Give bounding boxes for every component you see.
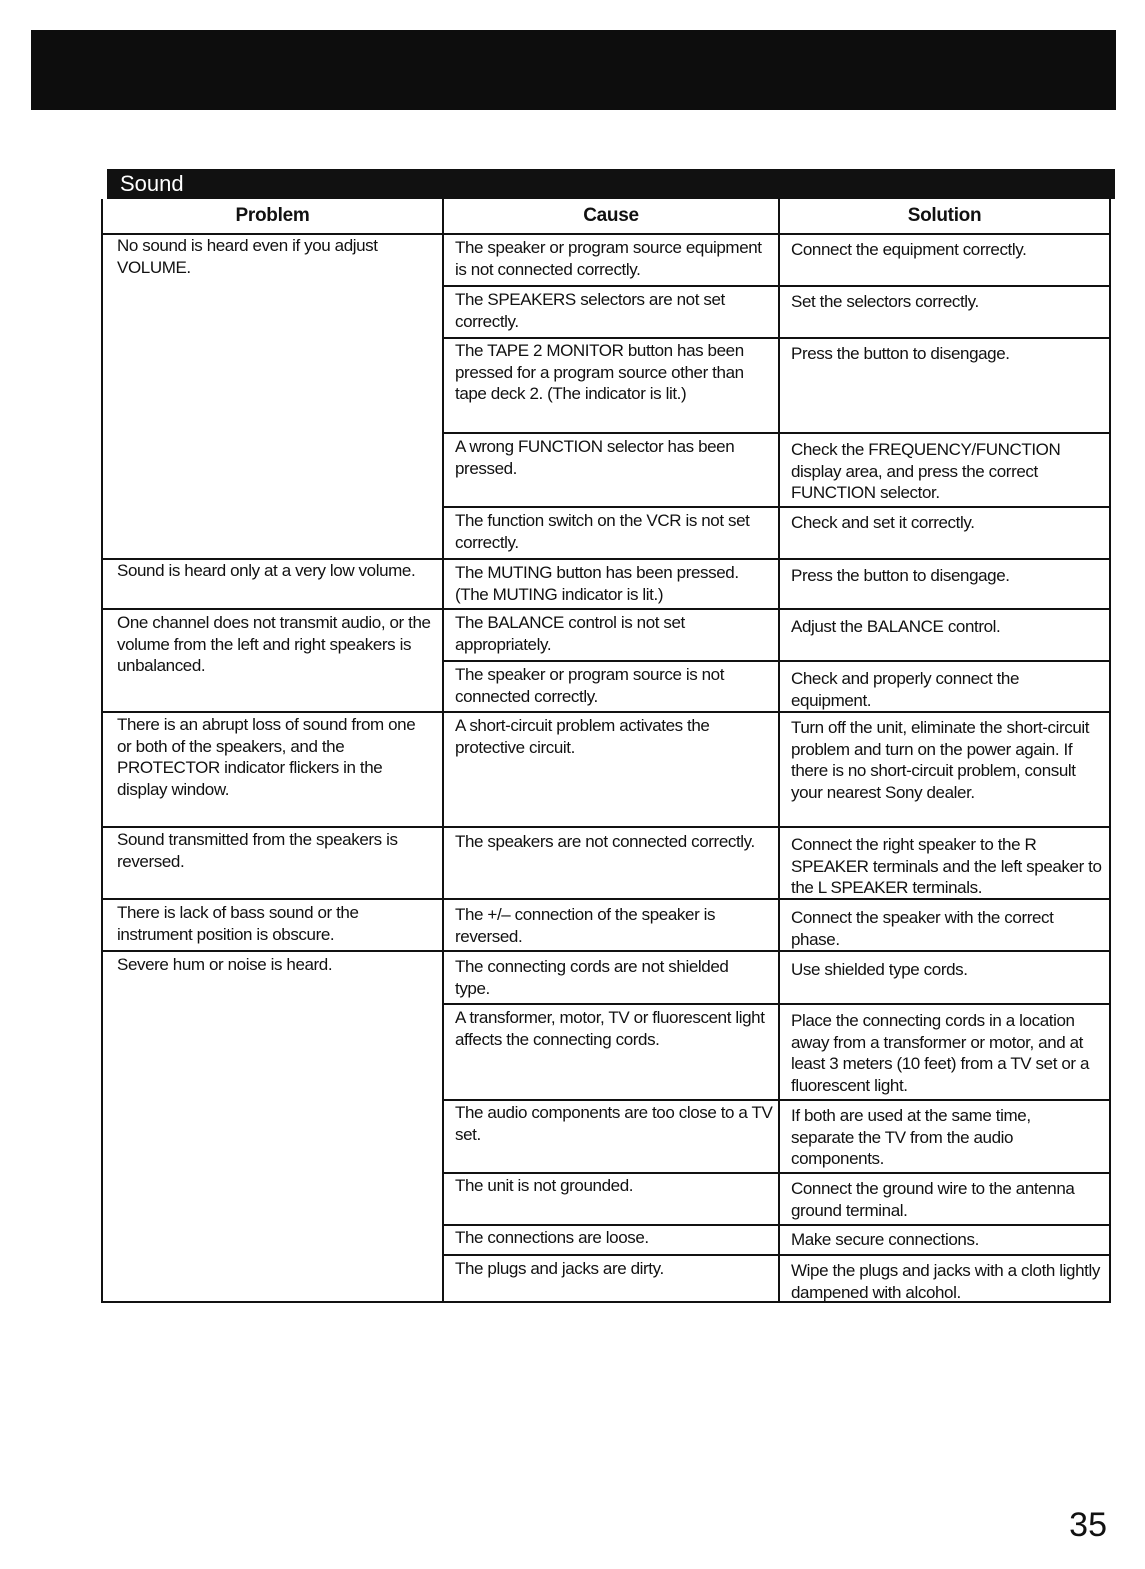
solution-cell: Use shielded type cords. [791,960,968,979]
problem-cell: One channel does not transmit audio, or the volume from the left and right speakers is unbalanced. [117,613,431,675]
cause-cell: The plugs and jacks are dirty. [455,1259,664,1278]
column-divider [442,199,444,1303]
row-divider [442,660,1111,662]
cause-cell: The speakers are not connected correctly. [455,832,755,851]
row-divider [442,1254,1111,1256]
row-divider [101,826,1111,828]
cause-cell: The connecting cords are not shielded type. [455,957,729,998]
row-divider [101,608,1111,610]
cause-cell: The unit is not grounded. [455,1176,634,1195]
solution-cell: Connect the speaker with the correct phase. [791,908,1054,949]
cause-cell: The audio components are too close to a TV set. [455,1103,773,1144]
cause-cell: The function switch on the VCR is not set correctly. [455,511,750,552]
page-number: 35 [1069,1506,1107,1544]
solution-cell: Make secure connections. [791,1230,979,1249]
top-banner [31,30,1116,110]
cause-cell: The speaker or program source is not connected correctly. [455,665,725,706]
cause-cell: The connections are loose. [455,1228,649,1247]
row-divider [101,950,1111,952]
problem-cell: Sound transmitted from the speakers is reversed. [117,830,398,871]
row-divider [442,1003,1111,1005]
solution-cell: Place the connecting cords in a location away from a transformer or motor, and at least 3 meters (10 feet) from a TV set or a fluorescent light. [791,1011,1090,1095]
solution-cell: Turn off the unit, eliminate the short-circuit problem and turn on the power again. If there is no short-circuit problem, consult your nearest Sony dealer. [791,718,1090,802]
problem-cell: There is an abrupt loss of sound from one or both of the speakers, and the PROTECTOR indicator flickers in the display window. [117,715,416,799]
problem-cell: There is lack of bass sound or the instrument position is obscure. [117,903,359,944]
solution-cell: Wipe the plugs and jacks with a cloth lightly dampened with alcohol. [791,1261,1100,1302]
column-divider [778,199,780,1303]
row-divider [442,285,1111,287]
cause-cell: The TAPE 2 MONITOR button has been pressed for a program source other than tape deck 2. (The indicator is lit.) [455,341,744,403]
solution-cell: Connect the equipment correctly. [791,240,1027,259]
cause-cell: A transformer, motor, TV or fluorescent light affects the connecting cords. [455,1008,765,1049]
row-divider [442,506,1111,508]
section-header [107,169,1115,199]
problem-cell: Severe hum or noise is heard. [117,955,333,974]
solution-cell: Check and set it correctly. [791,513,975,532]
row-divider [442,432,1111,434]
cause-cell: The speaker or program source equipment is not connected correctly. [455,238,762,279]
solution-cell: Check the FREQUENCY/FUNCTION display area, and press the correct FUNCTION selector. [791,440,1061,502]
solution-cell: Connect the ground wire to the antenna ground terminal. [791,1179,1075,1220]
row-divider [442,337,1111,339]
column-header-cause: Cause [583,205,639,226]
row-divider [442,1224,1111,1226]
solution-cell: Set the selectors correctly. [791,292,979,311]
solution-cell: If both are used at the same time, separate the TV from the audio components. [791,1106,1031,1168]
row-divider [442,1172,1111,1174]
solution-cell: Check and properly connect the equipment. [791,669,1020,710]
cause-cell: A short-circuit problem activates the protective circuit. [455,716,710,757]
column-header-solution: Solution [907,205,982,226]
section-title: Sound [120,171,184,196]
row-divider [442,1099,1111,1101]
cause-cell: The BALANCE control is not set appropriately. [455,613,685,654]
solution-cell: Connect the right speaker to the R SPEAKER terminals and the left speaker to the L SPEAKER terminals. [791,835,1102,897]
problem-cell: No sound is heard even if you adjust VOLUME. [117,236,378,277]
solution-cell: Press the button to disengage. [791,566,1010,585]
solution-cell: Adjust the BALANCE control. [791,617,1001,636]
cause-cell: A wrong FUNCTION selector has been pressed. [455,437,735,478]
problem-cell: Sound is heard only at a very low volume. [117,561,416,580]
cause-cell: The +/– connection of the speaker is reversed. [455,905,716,946]
row-divider [101,711,1111,713]
cause-cell: The MUTING button has been pressed. (The MUTING indicator is lit.) [455,563,739,604]
solution-cell: Press the button to disengage. [791,344,1010,363]
column-header-problem: Problem [235,205,310,226]
cause-cell: The SPEAKERS selectors are not set correctly. [455,290,725,331]
